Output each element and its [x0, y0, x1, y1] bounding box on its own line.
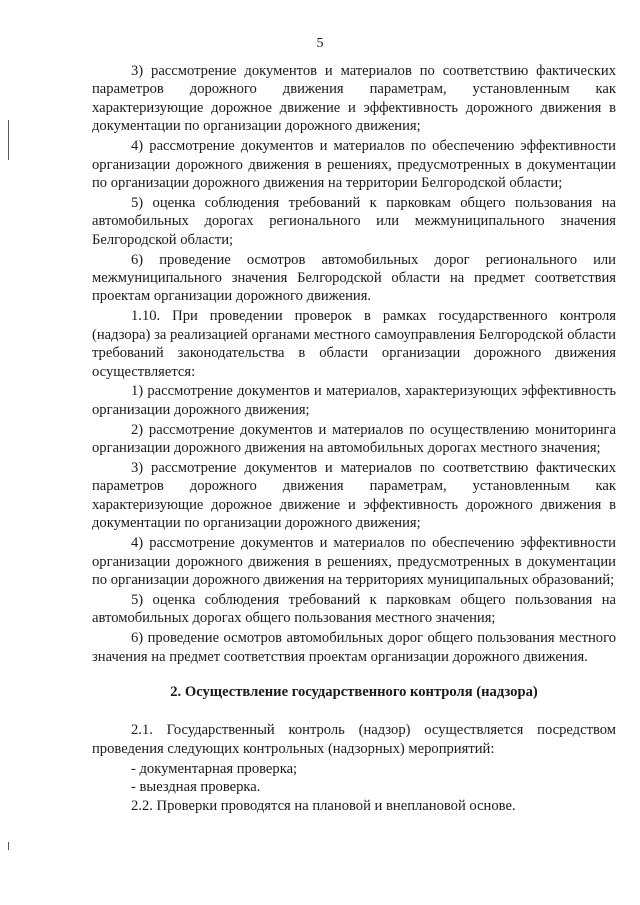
- list-item: - документарная проверка;: [131, 760, 298, 777]
- page-number: 5: [316, 36, 324, 51]
- paragraph: 5) оценка соблюдения требований к парковкам общего пользования на автомобильных дорогах общего пользования местного значения;: [92, 591, 616, 627]
- list-item: - выездная проверка.: [131, 779, 261, 796]
- paragraph: 5) оценка соблюдения требований к парковкам общего пользования на автомобильных дорогах регионального или межмуниципального значения Белгородской области;: [92, 194, 616, 248]
- paragraph: 6) проведение осмотров автомобильных дорог общего пользования местного значения на предмет соответствия проектам организации дорожного движения.: [92, 630, 616, 665]
- paragraph: 4) рассмотрение документов и материалов по обеспечению эффективности организации дорожного движения в решениях, предусмотренных в документации по организации дорожного движения на территориях муниципальных образований;: [92, 535, 616, 588]
- scan-margin-mark: [8, 120, 9, 160]
- section-heading: 2. Осуществление государственного контроля (надзора): [170, 684, 538, 700]
- paragraph: 1) рассмотрение документов и материалов, характеризующих эффективность организации дорожного движения;: [92, 383, 616, 418]
- paragraph: 2.2. Проверки проводятся на плановой и внеплановой основе.: [131, 797, 516, 814]
- document-body: [92, 62, 616, 816]
- paragraph: 1.10. При проведении проверок в рамках государственного контроля (надзора) за реализацией органами местного самоуправления Белгородской области требований законодательства в области организации дорожного движения осуществляется:: [92, 308, 616, 380]
- paragraph: 2.1. Государственный контроль (надзор) осуществляется посредством проведения следующих контрольных (надзорных) мероприятий:: [92, 722, 616, 757]
- paragraph: 4) рассмотрение документов и материалов по обеспечению эффективности организации дорожного движения в решениях, предусмотренных в документации по организации дорожного движения на территории Белгородской области;: [92, 138, 616, 191]
- paragraph: 3) рассмотрение документов и материалов по соответствию фактических параметров дорожного движения параметрам, установленным как характеризующие дорожное движение и эффективность дорожного движения в документации по организации дорожного движения;: [92, 63, 616, 135]
- paragraph: 2) рассмотрение документов и материалов по осуществлению мониторинга организации дорожного движения на автомобильных дорогах местного значения;: [92, 421, 616, 457]
- scan-margin-mark: [8, 842, 9, 850]
- paragraph: 3) рассмотрение документов и материалов по соответствию фактических параметров дорожного движения параметрам, установленным как характеризующие дорожное движение и эффективность дорожного движения в документации по организации дорожного движения;: [92, 460, 616, 532]
- paragraph: 6) проведение осмотров автомобильных дорог регионального или межмуниципального значения Белгородской области на предмет соответствия проектам организации дорожного движения.: [92, 251, 616, 305]
